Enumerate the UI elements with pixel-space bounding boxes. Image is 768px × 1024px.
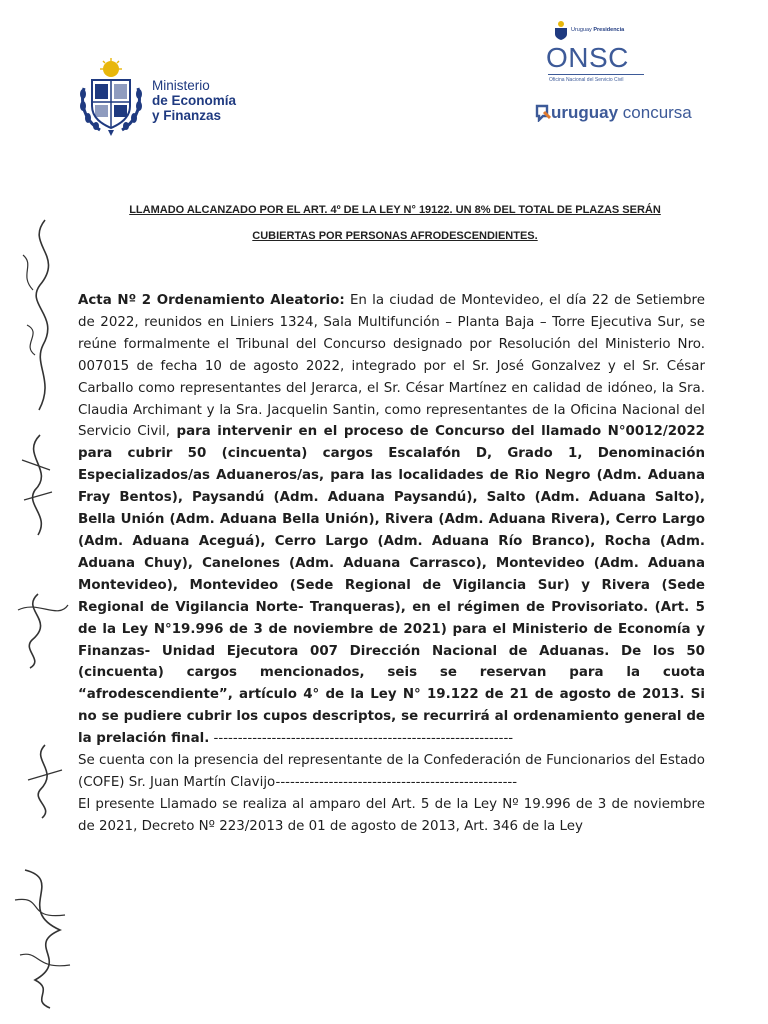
concursa-brand-light: concursa xyxy=(618,103,692,122)
document-body xyxy=(78,290,705,838)
ministry-name xyxy=(152,78,236,123)
acta-bold-text: para intervenir en el proceso de Concurso del llamado N°0012/2022 para cubrir 50 (cincuenta) cargos Escalafón D, Grado 1, Denominación Especializados/as Aduaneros/as, para las localidades de Rio Negro (Adm. Aduana Fray Bentos), Paysandú (Adm. Aduana Paysandú), Salto (Adm. Aduana Salto), Bella Unión (Adm. Aduana Bella Unión), Rivera (Adm. Aduana Rivera), Cerro Largo (Adm. Aduana Aceguá), Cerro Largo (Adm. Aduana Río Branco), Rocha (Adm. Aduana Chuy), Canelones (Adm. Aduana Carrasco), Montevideo (Adm. Aduana Montevideo), Montevideo (Sede Regional de Vigilancia Sur) y Rivera (Sede Regional de Vigilancia Norte- Tranqueras), en el régimen de Provisoriato. (Art. 5 de la Ley N°19.996 de 3 de noviembre de 2021) para el Ministerio de Economía y Finanzas- Unidad Ejecutora 007 Dirección Nacional de Aduanas. De los 50 (cincuenta) cargos mencionados, seis se reservan para la cuota “afrodescendiente”, artículo 4° de la Ley N° 19.122 de 21 de agosto de 2013. Si no se pudiere cubrir los cupos descriptos, se recurrirá al ordenamiento general de la prelación final. xyxy=(78,424,705,747)
margin-signature-3 xyxy=(8,590,74,670)
document-heading xyxy=(90,197,700,249)
margin-signature-1 xyxy=(5,215,77,415)
onsc-divider xyxy=(548,74,644,75)
presidencia-label xyxy=(571,27,624,33)
margin-signature-4 xyxy=(20,740,70,820)
paragraph-cofe: Se cuenta con la presencia del representante de la Confederación de Funcionarios del Estado (COFE) Sr. Juan Martín Clavijo-------------------------------------------------- xyxy=(78,753,705,790)
heading-line1: LLAMADO ALCANZADO POR EL ART. 4º DE LA LEY N° 19122. UN 8% DEL TOTAL DE PLAZAS SERÁN xyxy=(129,204,661,216)
concursa-brand-main: uruguay xyxy=(551,103,619,122)
mef-coat-of-arms-icon xyxy=(78,58,148,138)
acta-text: En la ciudad de Montevideo, el día 22 de Setiembre de 2022, reunidos en Liniers 1324, Sala Multifunción – Planta Baja – Torre Ejecutiva Sur, se reúne formalmente el Tribunal del Concurso designado por Resolución del Ministerio Nro. 007015 de fecha 10 de agosto 2022, integrado por el Sr. José Gonzalvez y el Sr. César Carballo como representantes del Jerarca, el Sr. César Martínez en calidad de idóneo, la Sra. Claudia Archimant y la Sra. Jacquelin Santin, como representantes de la Oficina Nacional del Servicio Civil, xyxy=(78,293,705,440)
heading-line2: CUBIERTAS POR PERSONAS AFRODESCENDIENTES. xyxy=(252,230,538,242)
concursa-logo-text xyxy=(551,103,692,123)
onsc-subtitle: Oficina Nacional del Servicio Civil xyxy=(549,77,624,83)
acta-dashes: -------------------------------------------------------------- xyxy=(209,731,514,747)
onsc-logo-text: ONSC xyxy=(546,42,629,73)
margin-signature-2 xyxy=(10,430,70,540)
presidencia-prefix: Uruguay xyxy=(571,27,592,33)
margin-signature-5 xyxy=(5,860,85,1010)
acta-title: Acta Nº 2 Ordenamiento Aleatorio: xyxy=(78,293,345,308)
presidencia-shield-icon xyxy=(554,20,568,40)
paragraph-acta xyxy=(78,290,705,750)
ministry-line2: de Economía xyxy=(152,93,237,108)
presidencia-bold: Presidencia xyxy=(593,27,625,33)
ministry-line3: y Finanzas xyxy=(152,108,222,123)
paragraph-amparo: El presente Llamado se realiza al amparo del Art. 5 de la Ley Nº 19.996 de 3 de noviembre de 2021, Decreto Nº 223/2013 de 01 de agosto de 2013, Art. 346 de la Ley xyxy=(78,796,705,834)
concursa-logo-icon xyxy=(535,104,551,122)
ministry-line1: Ministerio xyxy=(152,78,210,93)
